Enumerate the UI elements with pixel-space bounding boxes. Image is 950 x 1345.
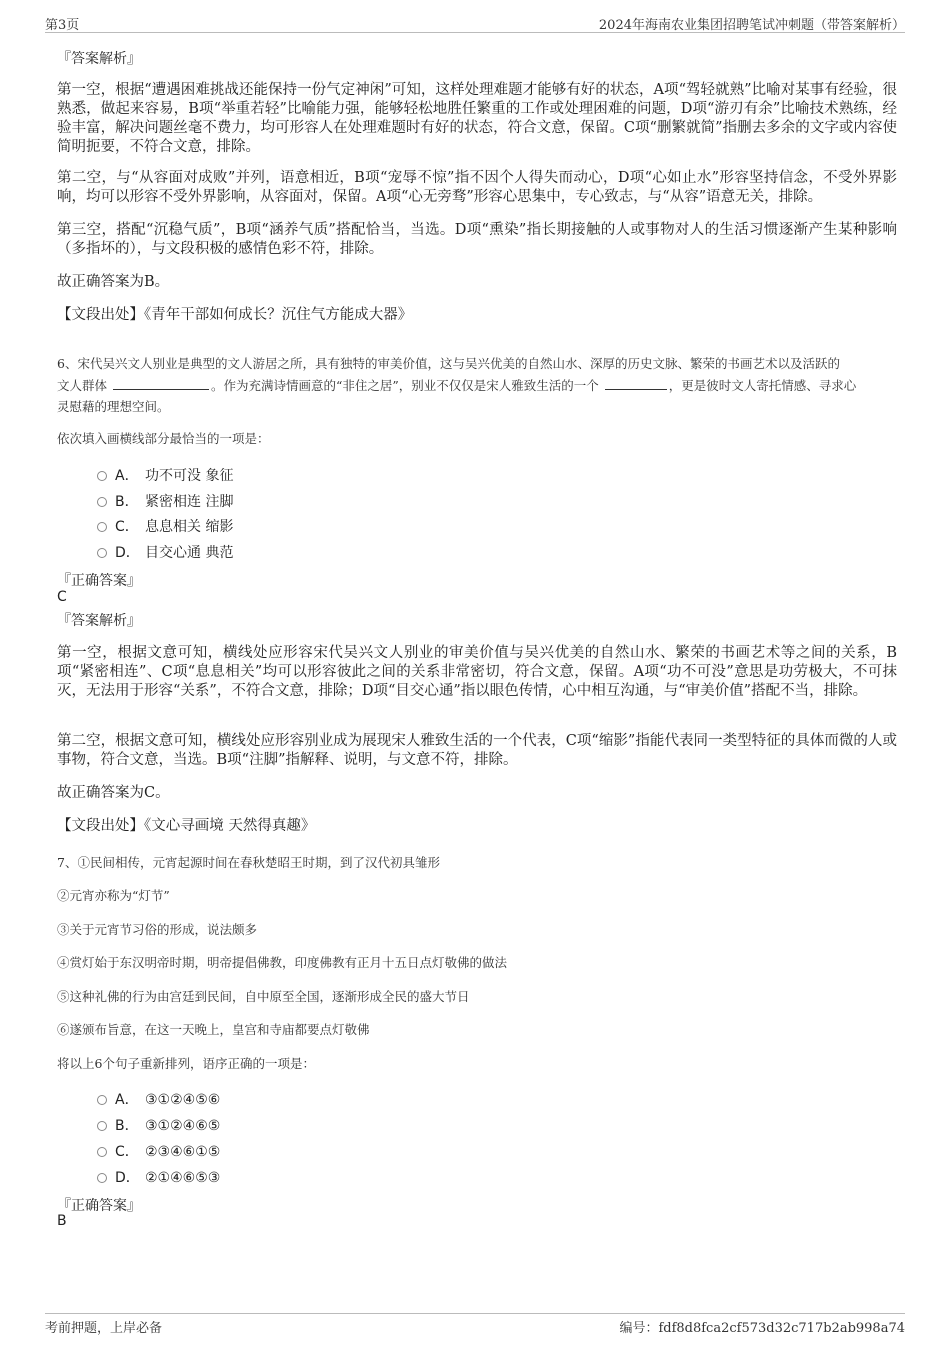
q6-blank-2 (605, 377, 667, 390)
radio-icon[interactable] (97, 1121, 107, 1131)
radio-icon[interactable] (97, 522, 107, 532)
radio-icon[interactable] (97, 548, 107, 558)
analysis-label: 『答案解析』 (57, 51, 141, 67)
q6-stem-part-d: ，更是彼时文人寄托情感、寻求心 (668, 378, 857, 393)
q6-correct-answer: C (57, 589, 67, 605)
radio-icon[interactable] (97, 1173, 107, 1183)
q6-stem-line-3: 灵慰藉的理想空间。 (57, 399, 170, 414)
q6-stem-part-b: 文人群体 (57, 378, 108, 393)
q6-stem-line-1: 6、宋代吴兴文人别业是典型的文人游居之所，具有独特的审美价值，这与吴兴优美的自然山水、深厚的历史文脉、繁荣的书画艺术以及活跃的 (57, 356, 840, 371)
q7-sentence-3: ③关于元宵节习俗的形成，说法颇多 (57, 922, 258, 937)
q6-blank-1 (113, 377, 209, 390)
q5-source: 【文段出处】《青年干部如何成长？沉住气方能成大器》 (57, 307, 413, 323)
q7-option-b[interactable]: B． ③①②④⑥⑤ (97, 1115, 220, 1135)
q6-stem-part-c: 。作为充满诗情画意的“非住之居”，别业不仅仅是宋人雅致生活的一个 (211, 378, 599, 393)
page-header (45, 12, 905, 33)
q7-correct-answer: B (57, 1213, 67, 1229)
page-number: 第3页 (45, 18, 80, 33)
q6-option-a[interactable]: A． 功不可没 象征 (97, 465, 233, 485)
q7-sentence-2: ②元宵亦称为“灯节” (57, 888, 170, 903)
page-footer (45, 1313, 905, 1338)
q6-option-b[interactable]: B． 紧密相连 注脚 (97, 491, 233, 511)
q6-prompt: 依次填入画横线部分最恰当的一项是： (57, 431, 270, 446)
correct-answer-label: 『正确答案』 (57, 573, 141, 589)
q7-option-c[interactable]: C． ②③④⑥①⑤ (97, 1141, 220, 1161)
q7-option-a[interactable]: A． ③①②④⑤⑥ (97, 1089, 220, 1109)
document-id: 编号：fdf8d8fca2cf573d32c717b2ab998a74 (619, 1321, 905, 1336)
q5-analysis-paragraph-3: 第三空，搭配“沉稳气质”，B项“涵养气质”搭配恰当，当选。D项“熏染”指长期接触的人或事物对人的生活习惯逐渐产生某种影响（多指坏的），与文段积极的感情色彩不符，排除。 (57, 222, 897, 257)
q6-source: 【文段出处】《文心寻画境 天然得真趣》 (57, 818, 316, 834)
q5-analysis-paragraph-2: 第二空，与“从容面对成败”并列，语意相近，B项“宠辱不惊”指不因个人得失而动心，D项“心如止水”形容坚持信念，不受外界影响，均可以形容不受外界影响，从容面对，保留。A项“心无旁骛”形容心思集中，专心致志，与“从容”语意无关，排除。 (57, 170, 897, 205)
q6-analysis-paragraph-2: 第二空，根据文意可知，横线处应形容别业成为展现宋人雅致生活的一个代表，C项“缩影”指能代表同一类型特征的具体而微的人或事物，符合文意，当选。B项“注脚”指解释、说明，与文意不符，排除。 (57, 733, 897, 768)
q5-analysis-paragraph-1: 第一空，根据“遭遇困难挑战还能保持一份气定神闲”可知，这样处理难题才能够有好的状态，A项“驾轻就熟”比喻对某事有经验，很熟悉，做起来容易，B项“举重若轻”比喻能力强，能够轻松地胜任繁重的工作或处理困难的问题，D项“游刃有余”比喻技术熟练，经验丰富，解决问题丝毫不费力，均可形容人在处理难题时有好的状态，符合文意，保留。C项“删繁就简”指删去多余的文字或内容使简明扼要，不符合文意，排除。 (57, 82, 897, 155)
q7-sentence-4: ④赏灯始于东汉明帝时期，明帝提倡佛教，印度佛教有正月十五日点灯敬佛的做法 (57, 955, 508, 970)
q7-sentence-1: 7、①民间相传，元宵起源时间在春秋楚昭王时期，到了汉代初具雏形 (57, 855, 440, 870)
radio-icon[interactable] (97, 497, 107, 507)
q6-stem-line-2 (57, 376, 856, 394)
q7-prompt: 将以上6个句子重新排列，语序正确的一项是： (57, 1056, 315, 1071)
q7-sentence-5: ⑤这种礼佛的行为由宫廷到民间，自中原至全国，逐渐形成全民的盛大节日 (57, 989, 470, 1004)
footer-slogan: 考前押题，上岸必备 (45, 1321, 163, 1336)
correct-answer-label: 『正确答案』 (57, 1198, 141, 1214)
q7-option-d[interactable]: D． ②①④⑥⑤③ (97, 1167, 220, 1187)
q5-conclusion: 故正确答案为B。 (57, 274, 170, 290)
document-title: 2024年海南农业集团招聘笔试冲刺题（带答案解析） (598, 18, 905, 33)
q6-conclusion: 故正确答案为C。 (57, 785, 170, 801)
q6-option-d[interactable]: D． 目交心通 典范 (97, 542, 233, 562)
analysis-label: 『答案解析』 (57, 613, 141, 629)
q6-option-c[interactable]: C． 息息相关 缩影 (97, 516, 233, 536)
radio-icon[interactable] (97, 1147, 107, 1157)
radio-icon[interactable] (97, 1095, 107, 1105)
radio-icon[interactable] (97, 471, 107, 481)
q6-analysis-paragraph-1: 第一空，根据文意可知，横线处应形容宋代吴兴文人别业的审美价值与吴兴优美的自然山水、繁荣的书画艺术等之间的关系，B项“紧密相连”、C项“息息相关”均可以形容彼此之间的关系非常密切，符合文意，保留。A项“功不可没”意思是功劳极大，不可抹灭，无法用于形容“关系”，不符合文意，排除；D项“目交心通”指以眼色传情，心中相互沟通，与“审美价值”搭配不当，排除。 (57, 645, 897, 699)
q7-sentence-6: ⑥遂颁布旨意，在这一天晚上，皇宫和寺庙都要点灯敬佛 (57, 1022, 370, 1037)
